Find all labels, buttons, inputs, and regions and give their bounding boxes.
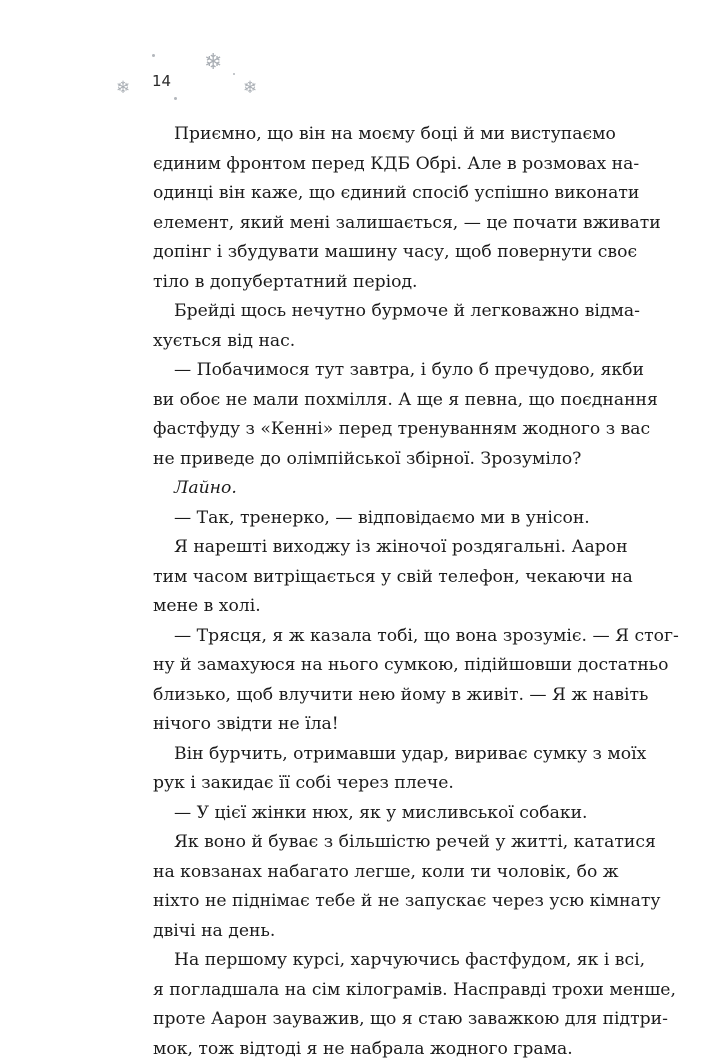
snowflake-icon: ❄ [243, 80, 257, 97]
text-line: — Так, тренерко, — відповідаємо ми в унісон. [174, 504, 571, 534]
text-line: одинці він каже, що єдиний спосіб успішно виконати [153, 179, 571, 209]
text-line: рук і закидає її собі через плече. [153, 769, 571, 799]
snow-dot [174, 97, 177, 100]
text-line: Як воно й буває з більшістю речей у житті, кататися [174, 828, 571, 858]
snow-dot [152, 54, 155, 57]
text-line: двічі на день. [153, 917, 571, 947]
page-number: 14 [152, 72, 171, 90]
body-text [174, 120, 571, 1064]
text-line: Він бурчить, отримавши удар, вириває сумку з моїх [174, 740, 571, 770]
text-line: я погладшала на сім кілограмів. Насправді трохи менше, [153, 976, 571, 1006]
text-line: — Побачимося тут завтра, і було б пречудово, якби [174, 356, 571, 386]
text-line: Я нарешті виходжу із жіночої роздягальні. Аарон [174, 533, 571, 563]
text-line: Лайно. [174, 474, 571, 504]
text-line: тим часом витріщається у свій телефон, чекаючи на [153, 563, 571, 593]
text-line: допінг і збудувати машину часу, щоб повернути своє [153, 238, 571, 268]
text-line: проте Аарон зауважив, що я стаю заважкою для підтри- [153, 1005, 571, 1035]
snowflake-icon: ❄ [204, 52, 222, 74]
text-line: ніхто не піднімає тебе й не запускає через усю кімнату [153, 887, 571, 917]
text-line: Брейді щось нечутно бурмоче й легковажно відма- [174, 297, 571, 327]
text-line: Приємно, що він на моєму боці й ми виступаємо [174, 120, 571, 150]
text-line: тіло в допубертатний період. [153, 268, 571, 298]
text-line: нічого звідти не їла! [153, 710, 571, 740]
text-line: мене в холі. [153, 592, 571, 622]
text-line: фастфуду з «Кенні» перед тренуванням жодного з вас [153, 415, 571, 445]
text-line: ви обоє не мали похмілля. А ще я певна, що поєднання [153, 386, 571, 416]
text-line: — Трясця, я ж казала тобі, що вона зрозуміє. — Я стог- [174, 622, 571, 652]
text-line: мок, тож відтоді я не набрала жодного грама. [153, 1035, 571, 1064]
text-line: ну й замахуюся на нього сумкою, підійшовши достатньо [153, 651, 571, 681]
snow-dot [233, 73, 235, 75]
text-line: хується від нас. [153, 327, 571, 357]
text-line: близько, щоб влучити нею йому в живіт. — Я ж навіть [153, 681, 571, 711]
snowflake-icon: ❄ [116, 80, 130, 97]
text-line: єдиним фронтом перед КДБ Обрі. Але в розмовах на- [153, 150, 571, 180]
text-line: на ковзанах набагато легше, коли ти чоловік, бо ж [153, 858, 571, 888]
text-line: На першому курсі, харчуючись фастфудом, як і всі, [174, 946, 571, 976]
text-line: — У цієї жінки нюх, як у мисливської собаки. [174, 799, 571, 829]
text-line: не приведе до олімпійської збірної. Зрозуміло? [153, 445, 571, 475]
text-line: елемент, який мені залишається, — це почати вживати [153, 209, 571, 239]
